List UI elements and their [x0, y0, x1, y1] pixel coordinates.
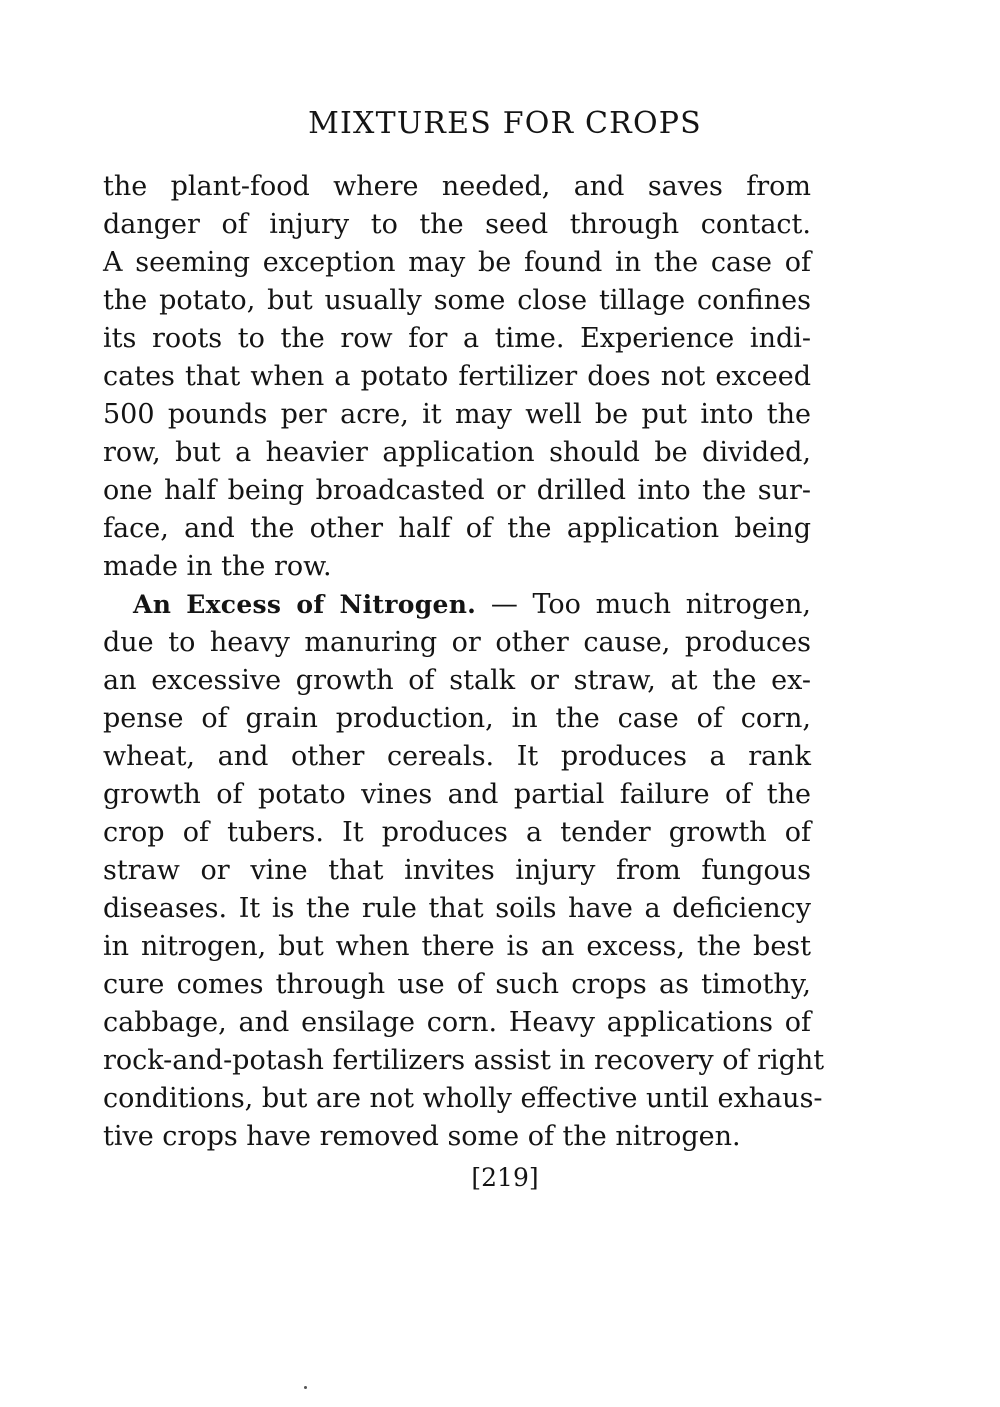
heading-line-rest: — Too much nitrogen, [476, 589, 811, 620]
text-line: straw or vine that invites injury from fungous [103, 855, 811, 886]
text-line: tive crops have removed some of the nitrogen. [103, 1121, 741, 1152]
text-line: growth of potato vines and partial failure of the [103, 779, 811, 810]
text-line: diseases. It is the rule that soils have a deficiency [103, 893, 811, 924]
text-line: 500 pounds per acre, it may well be put into the [103, 399, 811, 430]
text-line: face, and the other half of the application being [103, 513, 811, 544]
text-line: rock-and-potash fertilizers assist in recovery of right [103, 1045, 825, 1076]
section-heading: An Excess of Nitrogen. [133, 590, 477, 619]
text-line: cates that when a potato fertilizer does not exceed [103, 361, 811, 392]
text-line: cure comes through use of such crops as timothy, [103, 969, 811, 1000]
text-line [103, 586, 811, 624]
text-line: due to heavy manuring or other cause, produces [103, 627, 811, 658]
text-line: row, but a heavier application should be divided, [103, 437, 811, 468]
text-line: A seeming exception may be found in the case of [103, 247, 811, 278]
paragraph-2 [103, 586, 825, 1156]
text-line: the plant-food where needed, and saves from [103, 171, 811, 202]
text-line: one half being broadcasted or drilled into the sur- [103, 475, 811, 506]
text-line: pense of grain production, in the case of corn, [103, 703, 811, 734]
text-line: in nitrogen, but when there is an excess, the best [103, 931, 811, 962]
text-line: conditions, but are not wholly effective until exhaus- [103, 1083, 823, 1114]
body-text [103, 168, 825, 1156]
text-line: made in the row. [103, 551, 332, 582]
print-speck [304, 1386, 307, 1389]
text-line: an excessive growth of stalk or straw, at the ex- [103, 665, 811, 696]
page-number: [219] [471, 1163, 539, 1192]
text-line: its roots to the row for a time. Experience indi- [103, 323, 811, 354]
text-line: the potato, but usually some close tillage confines [103, 285, 811, 316]
text-line: wheat, and other cereals. It produces a rank [103, 741, 811, 772]
text-line: cabbage, and ensilage corn. Heavy applications of [103, 1007, 811, 1038]
text-line: danger of injury to the seed through contact. [103, 209, 811, 240]
running-head: MIXTURES FOR CROPS [308, 106, 702, 141]
text-line: crop of tubers. It produces a tender growth of [103, 817, 811, 848]
paragraph-1 [103, 168, 811, 586]
